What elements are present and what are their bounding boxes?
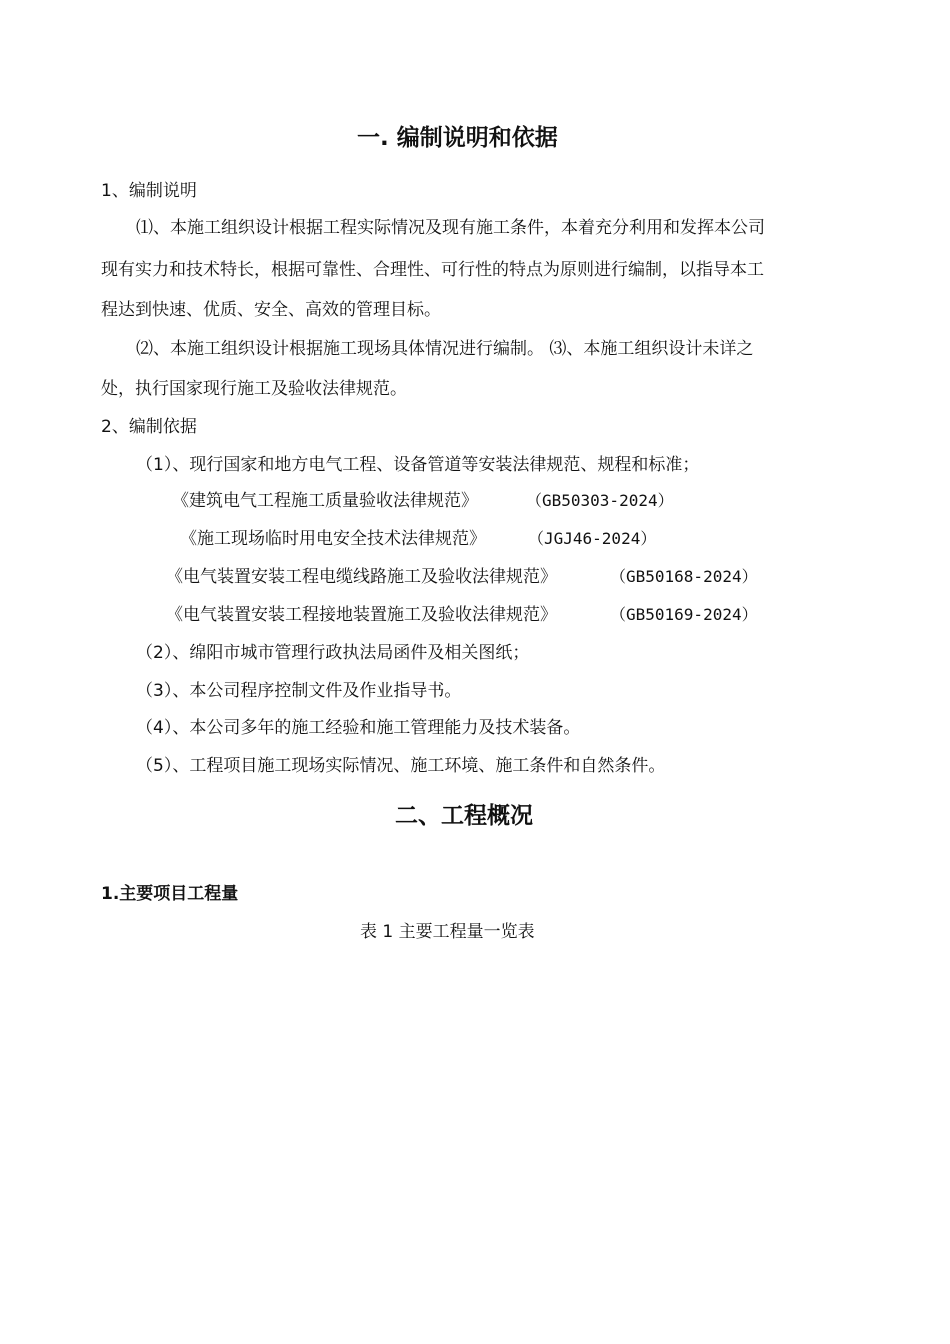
- standard-ref-4: [166, 604, 758, 626]
- subsection-2-heading: 2、编制依据: [101, 417, 197, 437]
- standard-ref-name: 《电气装置安装工程接地装置施工及验收法律规范》: [166, 605, 557, 625]
- standard-ref-code: （GB50168-2024）: [610, 567, 758, 586]
- section-2-title: 二、工程概况: [395, 803, 533, 829]
- paragraph-2-line-2: 处，执行国家现行施工及验收法律规范。: [101, 379, 407, 399]
- standard-ref-code: （JGJ46-2024）: [528, 529, 657, 548]
- standard-ref-2: [180, 528, 657, 550]
- basis-item-5: （5）、工程项目施工现场实际情况、施工环境、施工条件和自然条件。: [136, 756, 666, 776]
- standard-ref-name: 《建筑电气工程施工质量验收法律规范》: [172, 491, 478, 511]
- paragraph-1-line-1: ⑴、本施工组织设计根据工程实际情况及现有施工条件，本着充分利用和发挥本公司: [136, 218, 765, 238]
- standard-ref-name: 《施工现场临时用电安全技术法律规范》: [180, 529, 486, 549]
- standard-ref-3: [166, 566, 758, 588]
- subsection-1-heading: 1、编制说明: [101, 181, 197, 201]
- paragraph-1-line-2: 现有实力和技术特长，根据可靠性、合理性、可行性的特点为原则进行编制，以指导本工: [101, 260, 764, 280]
- paragraph-2-line-1: ⑵、本施工组织设计根据施工现场具体情况进行编制。 ⑶、本施工组织设计未详之: [136, 339, 754, 359]
- section-1-title: 一. 编制说明和依据: [357, 125, 558, 151]
- table-caption: 表 1 主要工程量一览表: [360, 922, 535, 942]
- standard-ref-code: （GB50169-2024）: [610, 605, 758, 624]
- section-2-subheading: 1.主要项目工程量: [101, 884, 239, 904]
- basis-item-2: （2）、绵阳市城市管理行政执法局函件及相关图纸；: [136, 643, 530, 663]
- standard-ref-code: （GB50303-2024）: [526, 491, 674, 510]
- basis-item-1: （1）、现行国家和地方电气工程、设备管道等安装法律规范、规程和标准；: [136, 455, 700, 475]
- basis-item-3: （3）、本公司程序控制文件及作业指导书。: [136, 681, 462, 701]
- basis-item-4: （4）、本公司多年的施工经验和施工管理能力及技术装备。: [136, 718, 581, 738]
- standard-ref-name: 《电气装置安装工程电缆线路施工及验收法律规范》: [166, 567, 557, 587]
- standard-ref-1: [172, 490, 674, 512]
- paragraph-1-line-3: 程达到快速、优质、安全、高效的管理目标。: [101, 300, 441, 320]
